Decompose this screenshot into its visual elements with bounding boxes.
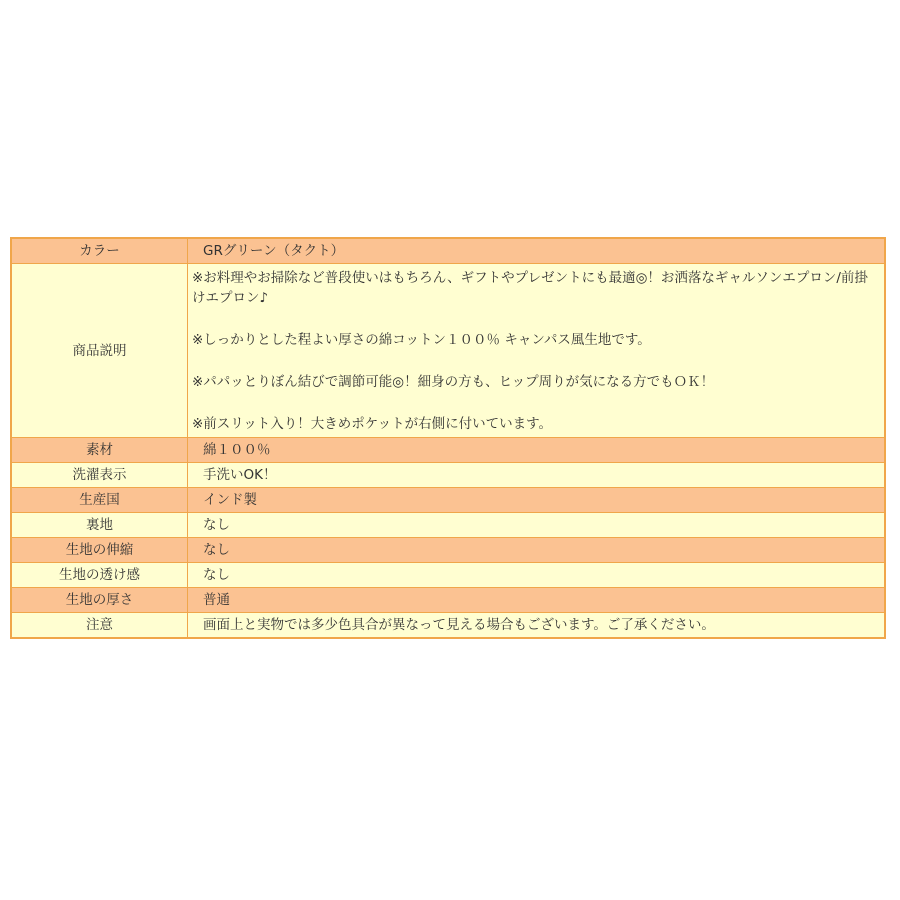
- spec-value: GRグリーン（タクト）: [188, 238, 886, 264]
- spec-label: 商品説明: [11, 264, 188, 438]
- spec-value: なし: [188, 563, 886, 588]
- description-text: [188, 264, 886, 438]
- spec-value: 手洗いOK！: [188, 463, 886, 488]
- spec-row-washing: [11, 463, 885, 488]
- description-paragraph: ※しっかりとした程よい厚さの綿コットン１００％ キャンパス風生地です。: [192, 332, 651, 348]
- spec-label: 裏地: [11, 513, 188, 538]
- description-paragraph: ※パパッとりぼん結びで調節可能◎！細身の方も、ヒップ周りが気になる方でもＯＫ！: [192, 374, 715, 390]
- spec-row-thickness: [11, 588, 885, 613]
- description-paragraph: ※お料理やお掃除など普段使いはもちろん、ギフトやプレゼントにも最適◎！お洒落なギャルソンエプロン/前掛けエプロン♪: [192, 270, 868, 306]
- spec-label: 生地の伸縮: [11, 538, 188, 563]
- spec-row-transparency: [11, 563, 885, 588]
- spec-row-note: [11, 613, 885, 639]
- spec-label: 注意: [11, 613, 188, 639]
- spec-row-color: [11, 238, 885, 264]
- product-spec-table: [10, 237, 886, 639]
- spec-row-description: [11, 264, 885, 438]
- spec-label: カラー: [11, 238, 188, 264]
- spec-row-lining: [11, 513, 885, 538]
- spec-value: なし: [188, 538, 886, 563]
- spec-value: 綿１００％: [188, 438, 886, 463]
- spec-label: 素材: [11, 438, 188, 463]
- spec-row-origin: [11, 488, 885, 513]
- spec-label: 生地の厚さ: [11, 588, 188, 613]
- spec-value: なし: [188, 513, 886, 538]
- spec-label: 洗濯表示: [11, 463, 188, 488]
- spec-value: インド製: [188, 488, 886, 513]
- spec-label: 生地の透け感: [11, 563, 188, 588]
- spec-row-stretch: [11, 538, 885, 563]
- spec-value: 普通: [188, 588, 886, 613]
- spec-label: 生産国: [11, 488, 188, 513]
- spec-value: 画面上と実物では多少色具合が異なって見える場合もございます。ご了承ください。: [188, 613, 886, 639]
- spec-row-material: [11, 438, 885, 463]
- description-paragraph: ※前スリット入り！大きめポケットが右側に付いています。: [192, 416, 553, 432]
